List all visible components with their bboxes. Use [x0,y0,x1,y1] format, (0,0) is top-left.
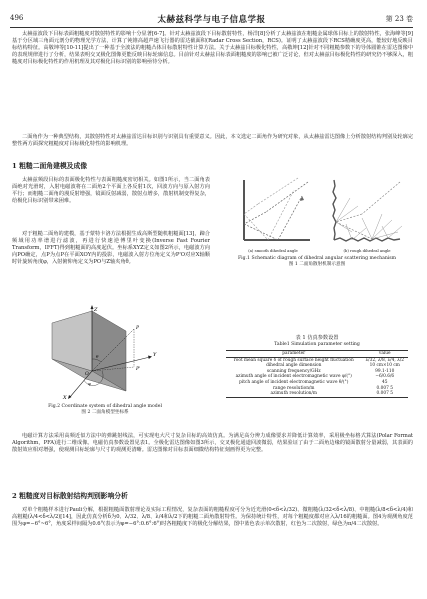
table-cell: 99.1-110 [375,368,395,374]
body-paragraph: 太赫兹频段目标的表面极化特性与表面粗糙度密切相关。如图1所示，当二面角表面绝对光滑时，入射电磁波将在二面角2个平面上各反射1次，回波方向与原入射方向平行；而粗糙二面角的漫反射增强，镜面反射减弱，散射点增多，散射机制变得复杂，给极化目标识别带来困难。 [12,177,210,205]
figure-2-diagram [30,305,180,403]
table-row [226,391,408,397]
y-axis-label: Y [153,352,157,358]
intro-paragraph: 二面角作为一种典型结构，其散射特性对太赫兹雷达目标识别与识别具有重要意义。因此，本文选定二面角作为研究对象，从太赫兹雷达图像上分析散射结构判别及轮廓完整性两方面探究粗糙度对目标极化特性的影响机理。 [12,134,413,148]
table-cell: 0.007 5 [376,385,393,391]
table-cell: azimuth resolution/m [226,391,361,397]
journal-title: 太赫兹科学与电子信息学报 [157,15,266,25]
figure-2 [30,305,180,417]
simulation-parameter-table [226,350,408,398]
table-cell: azimuth angle of incident electromagnetic wave φ/(°) [235,374,352,380]
table-cell: pitch angle of incident electromagnetic wave θ/(°) [239,379,349,385]
table-cell: scanning frequency/GHz [266,368,321,374]
table-cell: range resolution/m [272,385,315,391]
figure-1b-label: (b) rough dihedral angle [343,248,391,253]
figure-2-caption-zh: 图 2 二面角模型坐标系 [81,410,129,415]
table-header-cell: parameter [226,351,361,358]
body-paragraph: 电磁计算方法采用高频近似方法中的弹跳射线法，可实现电大尺寸复杂目标的高效仿真。为满足高分辨力成像要求并降低计算效率，采用极坐标格式算法(Polar Format Algorithm，PFA)进行二维成像。电磁仿真参数设置见表1。全极化雷达图像如图3所示，交叉极化通道回波微弱，结果验证了由于二面角边缘的镜面散射分量减弱，其表面的散射效应相对增强，使观测目标轮廓与尺寸的观测更清晰。雷达图像对目标表面细微结构特征刻画得更为完整。 [12,433,413,454]
table-cell: 10 cm×10 cm [369,363,400,369]
body-paragraph: 对单个粗糙样本进行Pauli分解，根据粗糙面散射理论及实际工程情况，复杂表面的粗糙程度可分为近光滑(0<δ<λ/32)、微粗糙(λ/32<δ<λ/8)、中粗糙(λ/8<δ<λ/4)和高粗糙(λ/4<δ<λ/2)[14]，因此仿真分析δ为0、λ/32、λ/8、λ/4和λ/2下的粗糙二面角散射特性。为保持统计特性，对每个粗糙度都对应入λ/16的粗糙面。图4为观测角度范围为φ=−6°~6°，角度采样间隔为0.6°(表示为φ=−6°:0.6°:6°)时各粗糙度下的极化分解结果，图中蓝色表示单次散射，红色为二次散射，绿色为π/4二次散射。 [12,507,413,528]
figure-1-caption-zh: 图 1 二面角散射机制示意图 [288,262,346,267]
rough-dihedral-diagram [333,180,402,241]
figure-1a-label: (a) smooth dihedral angle [248,248,298,253]
figure-2-caption-en: Fig.2 Coordinate system of dihedral angle model [48,404,162,409]
table-cell: 45 [382,379,388,385]
origin-label: O [85,372,89,377]
theta-label: θ [96,354,99,359]
section-heading: 2 粗糙度对目标散射结构判别影响分析 [12,492,128,500]
point-p-label: P [136,326,140,331]
figure-1-caption-en: Fig.1 Schematic diagram of dihedral angular scattering mechanism [238,256,396,261]
z-axis-label: Z [94,307,98,313]
page-number: 496 [10,14,24,22]
table-1-title-en: Table1 Simulation parameter setting [274,342,360,347]
table-cell: λ/32, λ/8, λ/4, λ/2 [365,357,405,363]
table-cell: root mean square δ of rough surface height fluctuation [233,357,354,363]
figure-1 [222,174,412,272]
body-paragraph: 对于粗糙二面角的建模，基于蒙特卡洛方法根据生成高斯型随机粗糙面[13]，蹄合频域用功率谱进行滤波，再进行快速逆傅里叶变换(Inverse Fast Fourier Transform，IFFT)得到粗糙面的高度起伏。坐标系XYZ定义如图2所示，电磁波方向向PO确定，点P为点P在平面XOY内的投影，电磁波入射方位角定义为P'O对应X轴顺时针旋转角度φ，入射俯仰角定义为PO与Z轴夹角θ。 [12,231,210,266]
volume-label: 第 23 卷 [385,15,413,23]
table-cell: dihedral angle dimension [266,363,322,369]
table-header-row [226,351,408,358]
table-header-cell: value [361,351,408,358]
smooth-dihedral-diagram [244,178,310,240]
section-heading: 1 粗糙二面角建模及成像 [12,162,88,170]
table-1-title-zh: 表 1 仿真参数设置 [295,335,339,341]
point-p-prime-label: P' [136,367,141,372]
header-rule [10,27,413,28]
x-axis-label: X [63,395,67,401]
intro-paragraph: 太赫兹波段下目标表面粗糙度对散射特性的影响十分显著[6-7]。针对太赫兹波段下目标散射特性，杨洋[8]分析了太赫兹波在粗糙金属球体目标上的散射特性，张海峰等[9]基于分区域三角面元剖分的物理光学方法，计算了钝锥高超声速飞行器的雷达截面积(Radar Cross Section，RCS)。证明了太赫兹波段下RCS精确度更高，能较好地反映目标结构特征。高敬坤等[10-11]提出了一种基于全波法的粗糙凸体目标散射特性计算方法。关于太赫兹目标极化特性，高敬坤[12]针对不同粗糙参数下的导体圆锥在雷达图像中的表现规律进行了分析，结果表明交叉极化图像更能反映目标轮廓信息。目前针对太赫兹目标表面粗糙度的影响已被广泛讨论，但对太赫兹目标极化特性的研究仍不够深入，粗糙度对目标极化特性的作用机理及其对极化目标识别的影响亟待分析。 [12,31,413,66]
table-cell: −6/0.6/6 [375,374,395,380]
page-header [10,14,413,26]
table-cell: 0.007 5 [361,391,408,397]
figure-1-diagram [222,174,412,252]
phi-label: φ [88,381,91,386]
